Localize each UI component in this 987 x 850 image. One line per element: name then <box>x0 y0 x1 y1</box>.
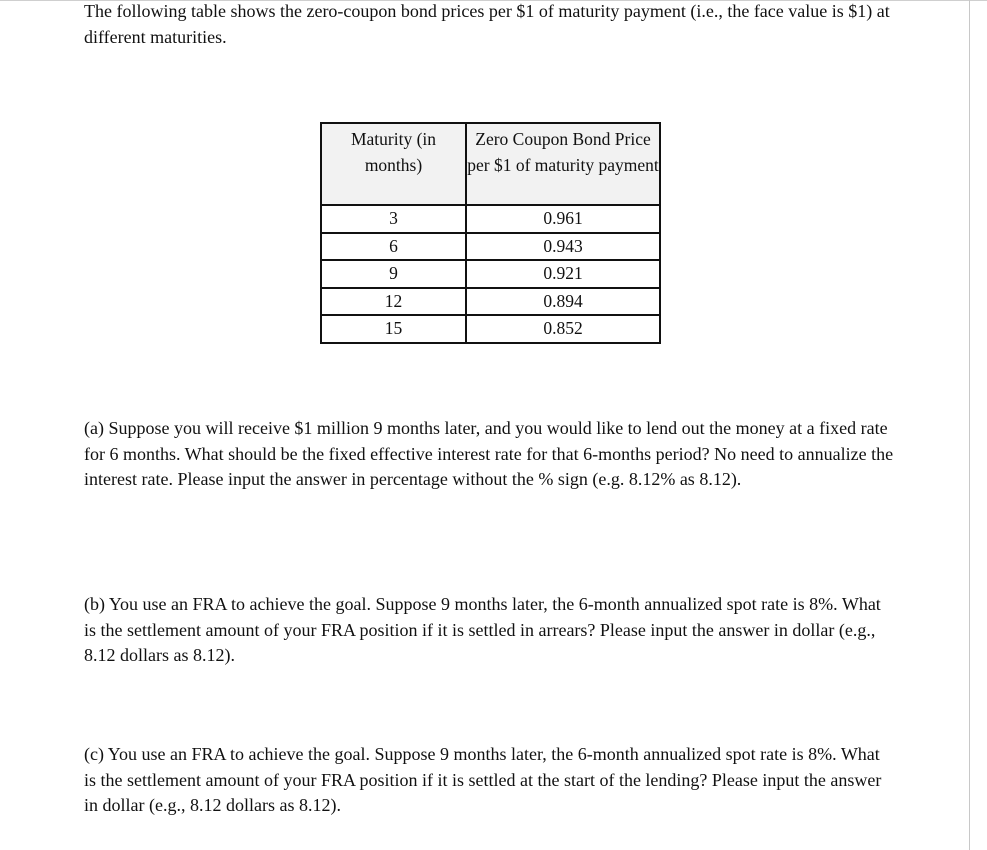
header-maturity: Maturity (in months) <box>321 123 466 205</box>
question-a: (a) Suppose you will receive $1 million 9 months later, and you would like to lend out the money at a fixed rate for 6 months. What should be the fixed effective interest rate for that 6-months period? No need to annualize the interest rate. Please input the answer in percentage without the % sign (e.g. 8.12% as 8.12). <box>84 418 894 489</box>
question-b: (b) You use an FRA to achieve the goal. Suppose 9 months later, the 6-month annualized spot rate is 8%. What is the settlement amount of your FRA position if it is settled in arrears? Please input the answer in dollar (e.g., 8.12 dollars as 8.12). <box>84 594 881 665</box>
cell-price: 0.852 <box>466 315 660 343</box>
header-bond-price: Zero Coupon Bond Price per $1 of maturity payment <box>466 123 660 205</box>
bond-price-table <box>320 122 661 344</box>
question-c: (c) You use an FRA to achieve the goal. Suppose 9 months later, the 6-month annualized spot rate is 8%. What is the settlement amount of your FRA position if it is settled at the start of the lending? Please input the answer in dollar (e.g., 8.12 dollars as 8.12). <box>84 744 882 815</box>
table-row <box>321 205 660 233</box>
cell-maturity: 15 <box>321 315 466 343</box>
cell-maturity: 9 <box>321 260 466 288</box>
cell-price: 0.943 <box>466 233 660 261</box>
cell-maturity: 6 <box>321 233 466 261</box>
intro-paragraph: The following table shows the zero-coupon bond prices per $1 of maturity payment (i.e., the face value is $1) at different maturities. <box>84 1 890 47</box>
cell-price: 0.961 <box>466 205 660 233</box>
table-row <box>321 233 660 261</box>
table-header-row <box>321 123 660 205</box>
table-row <box>321 288 660 316</box>
cell-maturity: 3 <box>321 205 466 233</box>
page-right-edge <box>969 0 970 850</box>
cell-price: 0.921 <box>466 260 660 288</box>
cell-price: 0.894 <box>466 288 660 316</box>
table-row <box>321 260 660 288</box>
cell-maturity: 12 <box>321 288 466 316</box>
table-row <box>321 315 660 343</box>
